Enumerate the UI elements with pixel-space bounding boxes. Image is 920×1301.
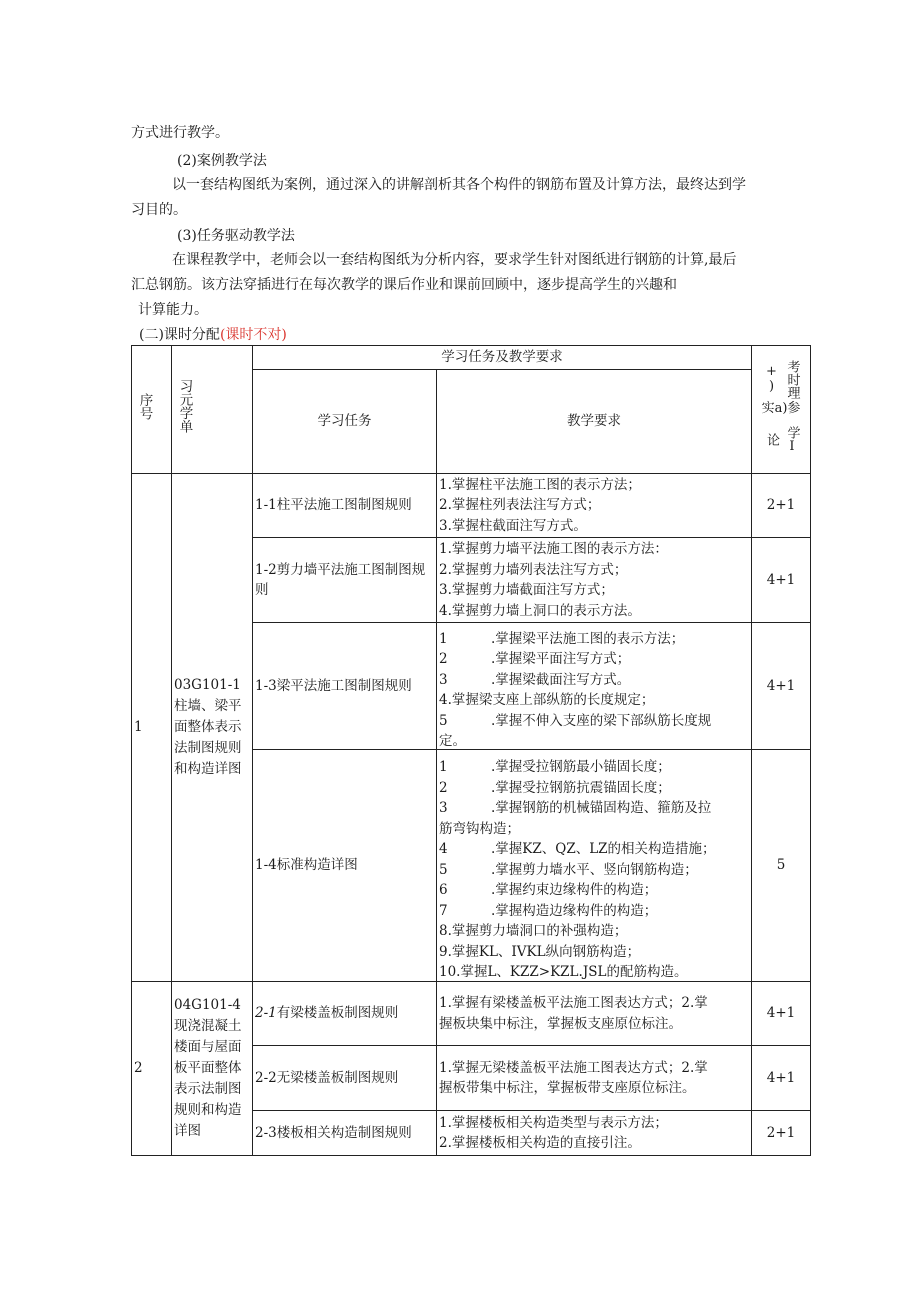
hours-cell: 2+1	[752, 474, 811, 538]
section-title-text: (二)课时分配	[139, 327, 220, 343]
header-seq: 序号	[132, 346, 172, 474]
paragraph-line: 方式进行教学。	[131, 125, 229, 141]
table-row	[132, 982, 811, 1046]
hours-cell: 2+1	[752, 1111, 811, 1156]
header-task: 学习任务	[253, 370, 437, 474]
header-unit: 习元学单	[172, 346, 253, 474]
req-cell: 1.掌握剪力墙平法施工图的表示方法： 2.掌握剪力墙列表法注写方式； 3.掌握剪力墙截面注写方式； 4.掌握剪力墙上洞口的表示方法。	[437, 538, 752, 623]
paragraph-line: 以一套结构图纸为案例，通过深入的讲解剖析其各个构件的钢筋布置及计算方法，最终达到学	[172, 177, 746, 193]
group-unit: 04G101-4现浇混凝土楼面与屋面板平面整体表示法制图规则和构造详图	[172, 982, 253, 1156]
paragraph-line: 计算能力。	[138, 302, 208, 318]
group-unit: 03G101-1柱墙、梁平面整体表示法制图规则和构造详图	[172, 474, 253, 982]
req-cell: 1 .掌握受拉钢筋最小锚固长度； 2 .掌握受拉钢筋抗震锚固长度； 3 .掌握钢筋的机械锚固构造、箍筋及拉 筋弯钩构造； 4 .掌握KZ、QZ、LZ的相关构造措施； 5 .掌握剪力墙水平、竖向钢筋构造； 6 .掌握约束边缘构件的构造； 7 .掌握构造边缘构件的构造； 8.掌握剪力墙洞口的补强构造； 9.掌握KL、IVKL纵向钢筋构造； 10.掌握L、KZZ>KZL.JSL的配筋构造。	[437, 750, 752, 982]
hours-cell: 5	[752, 750, 811, 982]
hours-cell: 4+1	[752, 623, 811, 750]
section-note: (课时不对)	[219, 327, 287, 343]
hours-cell: 4+1	[752, 982, 811, 1046]
paragraph-line: 习目的。	[131, 202, 187, 218]
req-cell: 1.掌握柱平法施工图的表示方法； 2.掌握柱列表法注写方式； 3.掌握柱截面注写方式。	[437, 474, 752, 538]
req-cell: 1.掌握楼板相关构造类型与表示方法； 2.掌握楼板相关构造的直接引注。	[437, 1111, 752, 1156]
group-seq: 1	[132, 474, 172, 982]
task-cell: 2-3楼板相关构造制图规则	[253, 1111, 437, 1156]
method-heading: (3)任务驱动教学法	[177, 228, 295, 244]
table-row	[132, 474, 811, 538]
task-cell: 2-1有梁楼盖板制图规则	[253, 982, 437, 1046]
hours-cell: 4+1	[752, 538, 811, 623]
task-cell: 2-2无梁楼盖板制图规则	[253, 1046, 437, 1111]
hours-cell: 4+1	[752, 1046, 811, 1111]
req-cell: 1.掌握有梁楼盖板平法施工图表达方式；2.掌 握板块集中标注，掌握板支座原位标注。	[437, 982, 752, 1046]
task-cell: 1-1柱平法施工图制图规则	[253, 474, 437, 538]
group-seq: 2	[132, 982, 172, 1156]
header-task-group: 学习任务及教学要求	[253, 346, 752, 370]
req-cell: 1 .掌握梁平法施工图的表示方法； 2 .掌握梁平面注写方式； 3 .掌握梁截面注写方式。 4.掌握梁支座上部纵筋的长度规定； 5 .掌握不伸入支座的梁下部纵筋长度规 定。	[437, 623, 752, 750]
header-hours: 考时理+) 实a)参 学I论	[752, 346, 811, 474]
section-title	[139, 325, 287, 345]
task-cell: 1-2剪力墙平法施工图制图规则	[253, 538, 437, 623]
schedule-table	[131, 345, 811, 1156]
paragraph-line: 在课程教学中，老师会以一套结构图纸为分析内容，要求学生针对图纸进行钢筋的计算,最后	[172, 252, 737, 268]
task-cell: 1-3梁平法施工图制图规则	[253, 623, 437, 750]
header-req: 教学要求	[437, 370, 752, 474]
req-cell: 1.掌握无梁楼盖板平法施工图表达方式；2.掌 握板带集中标注，掌握板带支座原位标注。	[437, 1046, 752, 1111]
method-heading: (2)案例教学法	[177, 153, 267, 169]
task-cell: 1-4标准构造详图	[253, 750, 437, 982]
paragraph-line: 汇总钢筋。该方法穿插进行在每次教学的课后作业和课前回顾中，逐步提高学生的兴趣和	[131, 277, 677, 293]
